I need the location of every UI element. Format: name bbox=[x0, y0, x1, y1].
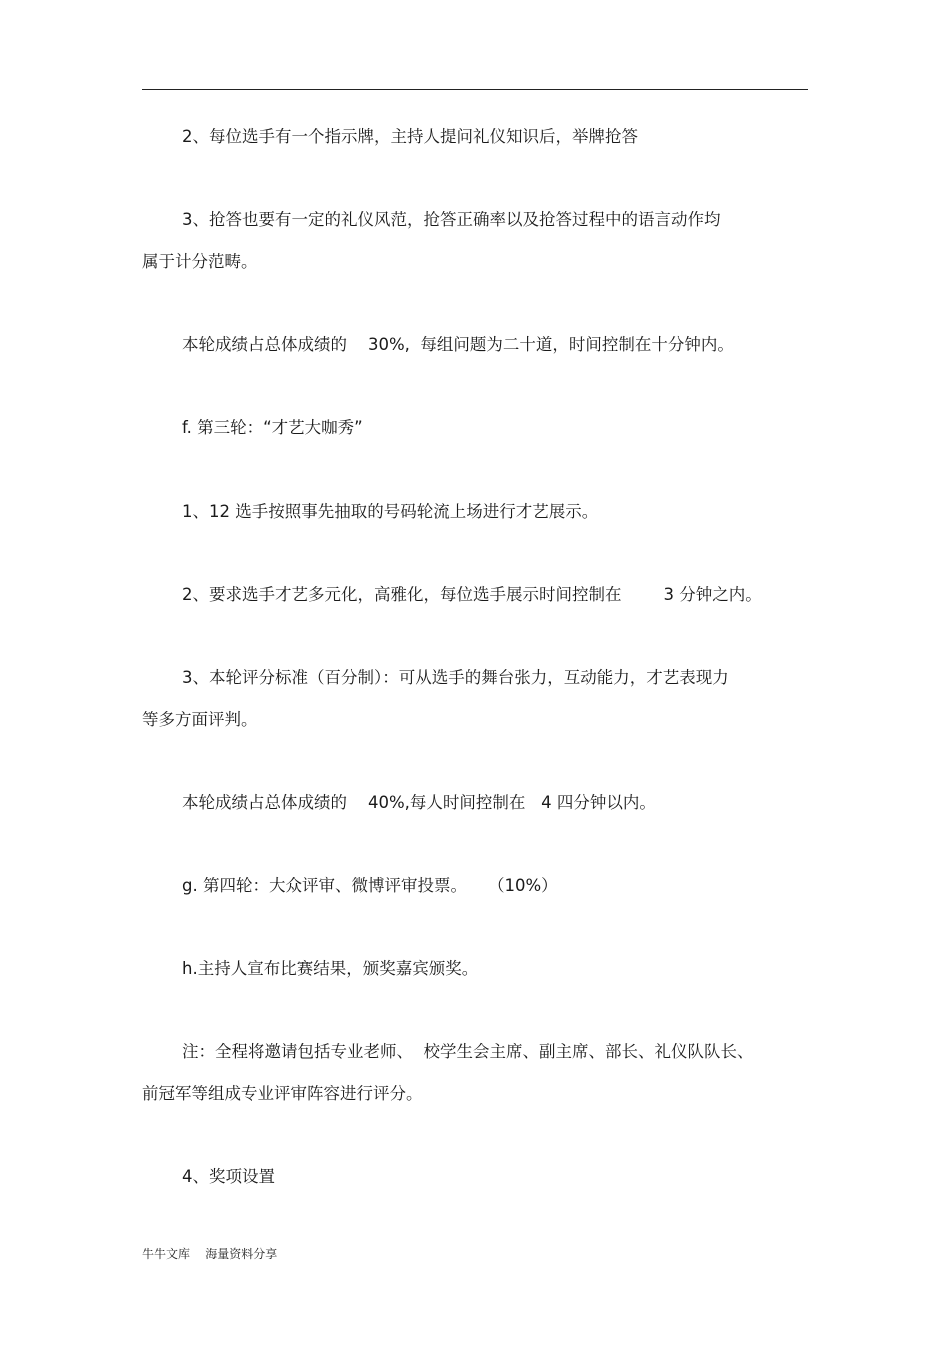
paragraph-2-line-2: 属于计分范畴。 bbox=[142, 252, 258, 271]
paragraph-1: 2、每位选手有一个指示牌，主持人提问礼仪知识后，举牌抢答 bbox=[182, 127, 638, 146]
paragraph-3: 本轮成绩占总体成绩的 30%, 每组问题为二十道，时间控制在十分钟内。 bbox=[182, 335, 734, 354]
paragraph-5: 1、12 选手按照事先抽取的号码轮流上场进行才艺展示。 bbox=[182, 502, 599, 521]
paragraph-10: h.主持人宣布比赛结果，颁奖嘉宾颁奖。 bbox=[182, 959, 479, 978]
paragraph-7-line-1: 3、本轮评分标准（百分制）：可从选手的舞台张力，互动能力，才艺表现力 bbox=[182, 668, 729, 687]
paragraph-8: 本轮成绩占总体成绩的 40%,每人时间控制在 4 四分钟以内。 bbox=[182, 793, 656, 812]
paragraph-12: 4、奖项设置 bbox=[182, 1167, 275, 1186]
footer-text: 牛牛文库 海量资料分享 bbox=[142, 1247, 278, 1261]
header-rule bbox=[142, 89, 808, 90]
paragraph-7-line-2: 等多方面评判。 bbox=[142, 710, 258, 729]
paragraph-2-line-1: 3、抢答也要有一定的礼仪风范，抢答正确率以及抢答过程中的语言动作均 bbox=[182, 210, 721, 229]
paragraph-4: f. 第三轮：“才艺大咖秀” bbox=[182, 418, 363, 437]
paragraph-11-line-2: 前冠军等组成专业评审阵容进行评分。 bbox=[142, 1084, 423, 1103]
paragraph-11-line-1: 注：全程将邀请包括专业老师、 校学生会主席、副主席、部长、礼仪队队长、 bbox=[182, 1042, 754, 1061]
paragraph-6: 2、要求选手才艺多元化，高雅化，每位选手展示时间控制在 3 分钟之内。 bbox=[182, 585, 762, 604]
paragraph-9: g. 第四轮：大众评审、微博评审投票。 （10%） bbox=[182, 876, 558, 895]
